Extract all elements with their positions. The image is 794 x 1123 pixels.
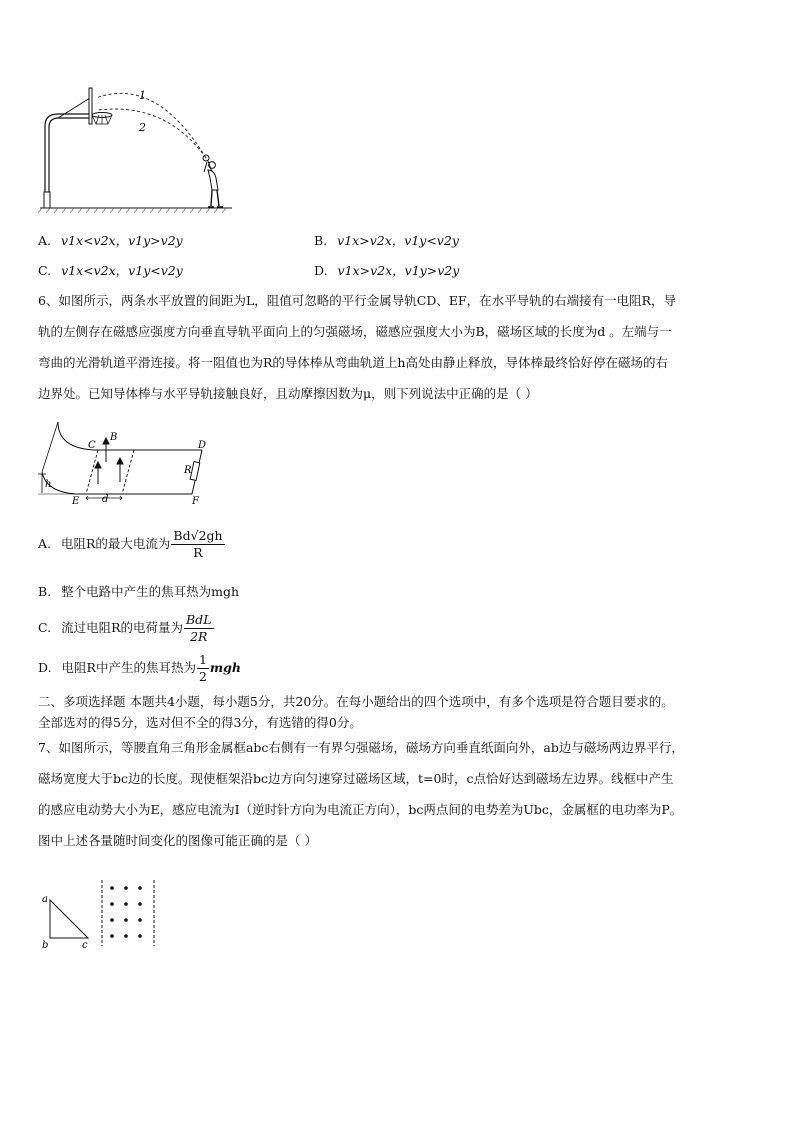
triangle-label-b: b (42, 940, 49, 951)
q5-option-b[interactable] (314, 231, 459, 249)
q5-option-c-letter: C. (38, 263, 52, 278)
q6-stem-line-4: 边界处。已知导体棒与水平导轨接触良好，且动摩擦因数为μ，则下列说法中正确的是（ ） (38, 386, 538, 401)
q6-stem-line-3: 弯曲的光滑轨道平滑连接。将一阻值也为R的导体棒从弯曲轨道上h高处由静止释放，导体棒最终恰好停在磁场的右 (38, 355, 668, 370)
q6-option-d-numerator: 1 (198, 652, 207, 667)
q6-option-c-text: 流过电阻R的电荷量为 (61, 620, 183, 635)
rail-label-d: D (198, 440, 207, 451)
q6-option-c-numerator: BdL (186, 612, 212, 627)
rails-figure (36, 418, 216, 506)
section2-line-2: 全部选对的得5分，选对但不全的得3分，有选错的得0分。 (38, 715, 362, 730)
q5-option-b-text: v1x>v2x，v1y<v2y (337, 233, 459, 248)
q5-option-b-letter: B. (314, 233, 328, 248)
q6-option-b-text: 整个电路中产生的焦耳热为mgh (61, 584, 240, 599)
q5-option-d-letter: D. (314, 263, 328, 278)
q6-option-a-numerator: Bd√2gh (173, 528, 223, 543)
q6-option-d[interactable] (38, 650, 241, 686)
q6-option-c-fraction (184, 612, 214, 645)
q7-stem-line-3: 的感应电动势大小为E，感应电流为I（逆时针方向为电流正方向），bc两点间的电势差为Ubc，金属框的电功率为P。 (38, 802, 683, 817)
q5-option-c[interactable] (38, 261, 183, 279)
q6-stem-line-1: 6、如图所示，两条水平放置的间距为L，阻值可忽略的平行金属导轨CD、EF，在水平导轨的右端接有一电阻R，导 (38, 293, 677, 308)
q6-option-c-denominator: 2R (190, 629, 208, 644)
rail-label-e: E (72, 496, 80, 506)
q6-stem-line-2: 轨的左侧存在磁感应强度方向垂直导轨平面向上的匀强磁场，磁感应强度大小为B，磁场区域的长度为d 。左端与一 (38, 324, 672, 339)
q6-option-d-text: 电阻R中产生的焦耳热为 (61, 660, 196, 675)
q5-option-a-letter: A. (38, 233, 52, 248)
q6-option-c[interactable] (38, 610, 215, 646)
q5-option-d[interactable] (314, 261, 459, 279)
rail-label-d-length: d (102, 494, 109, 505)
triangle-label-c: c (82, 940, 88, 951)
q5-option-a-text: v1x<v2x，v1y>v2y (61, 233, 183, 248)
trajectory-label-2: 2 (139, 121, 146, 134)
basketball-figure (36, 84, 236, 214)
q6-option-d-letter: D. (38, 660, 52, 675)
q6-option-a-fraction (171, 528, 224, 561)
q6-option-a-text: 电阻R的最大电流为 (61, 536, 171, 551)
q7-stem-line-2: 磁场宽度大于bc边的长度。现使框架沿bc边方向匀速穿过磁场区域，t=0时，c点恰好达到磁场左边界。线框中产生 (38, 771, 674, 786)
q6-option-a[interactable] (38, 526, 226, 562)
q6-option-d-tail: mgh (209, 660, 241, 675)
q5-option-a[interactable] (38, 231, 183, 249)
q6-option-a-letter: A. (38, 536, 52, 551)
q6-option-c-letter: C. (38, 620, 52, 635)
rail-label-r: R (184, 465, 192, 476)
q6-option-b-letter: B. (38, 584, 52, 599)
rail-label-c: C (88, 440, 96, 451)
rail-label-b: B (110, 432, 118, 443)
triangle-label-a: a (42, 894, 48, 905)
rail-label-h: h (45, 479, 52, 490)
trajectory-label-1: 1 (139, 89, 146, 102)
q7-stem-line-4: 图中上述各量随时间变化的图像可能正确的是（ ） (38, 833, 317, 848)
section2-line-1: 二、多项选择题 本题共4小题，每小题5分，共20分。在每小题给出的四个选项中，有多个选项是符合题目要求的。 (38, 694, 674, 709)
rail-label-f: F (192, 496, 199, 506)
q6-option-d-fraction (197, 652, 209, 685)
q5-option-d-text: v1x>v2x，v1y>v2y (337, 263, 460, 278)
q6-option-b[interactable] (38, 582, 239, 600)
q7-stem-line-1: 7、如图所示，等腰直角三角形金属框abc右侧有一有界匀强磁场，磁场方向垂直纸面向外，ab边与磁场两边界平行， (38, 740, 684, 755)
q6-option-d-denominator: 2 (198, 669, 207, 684)
q5-option-c-text: v1x<v2x，v1y<v2y (61, 263, 183, 278)
triangle-field-figure (36, 876, 166, 952)
q6-option-a-denominator: R (193, 545, 203, 560)
